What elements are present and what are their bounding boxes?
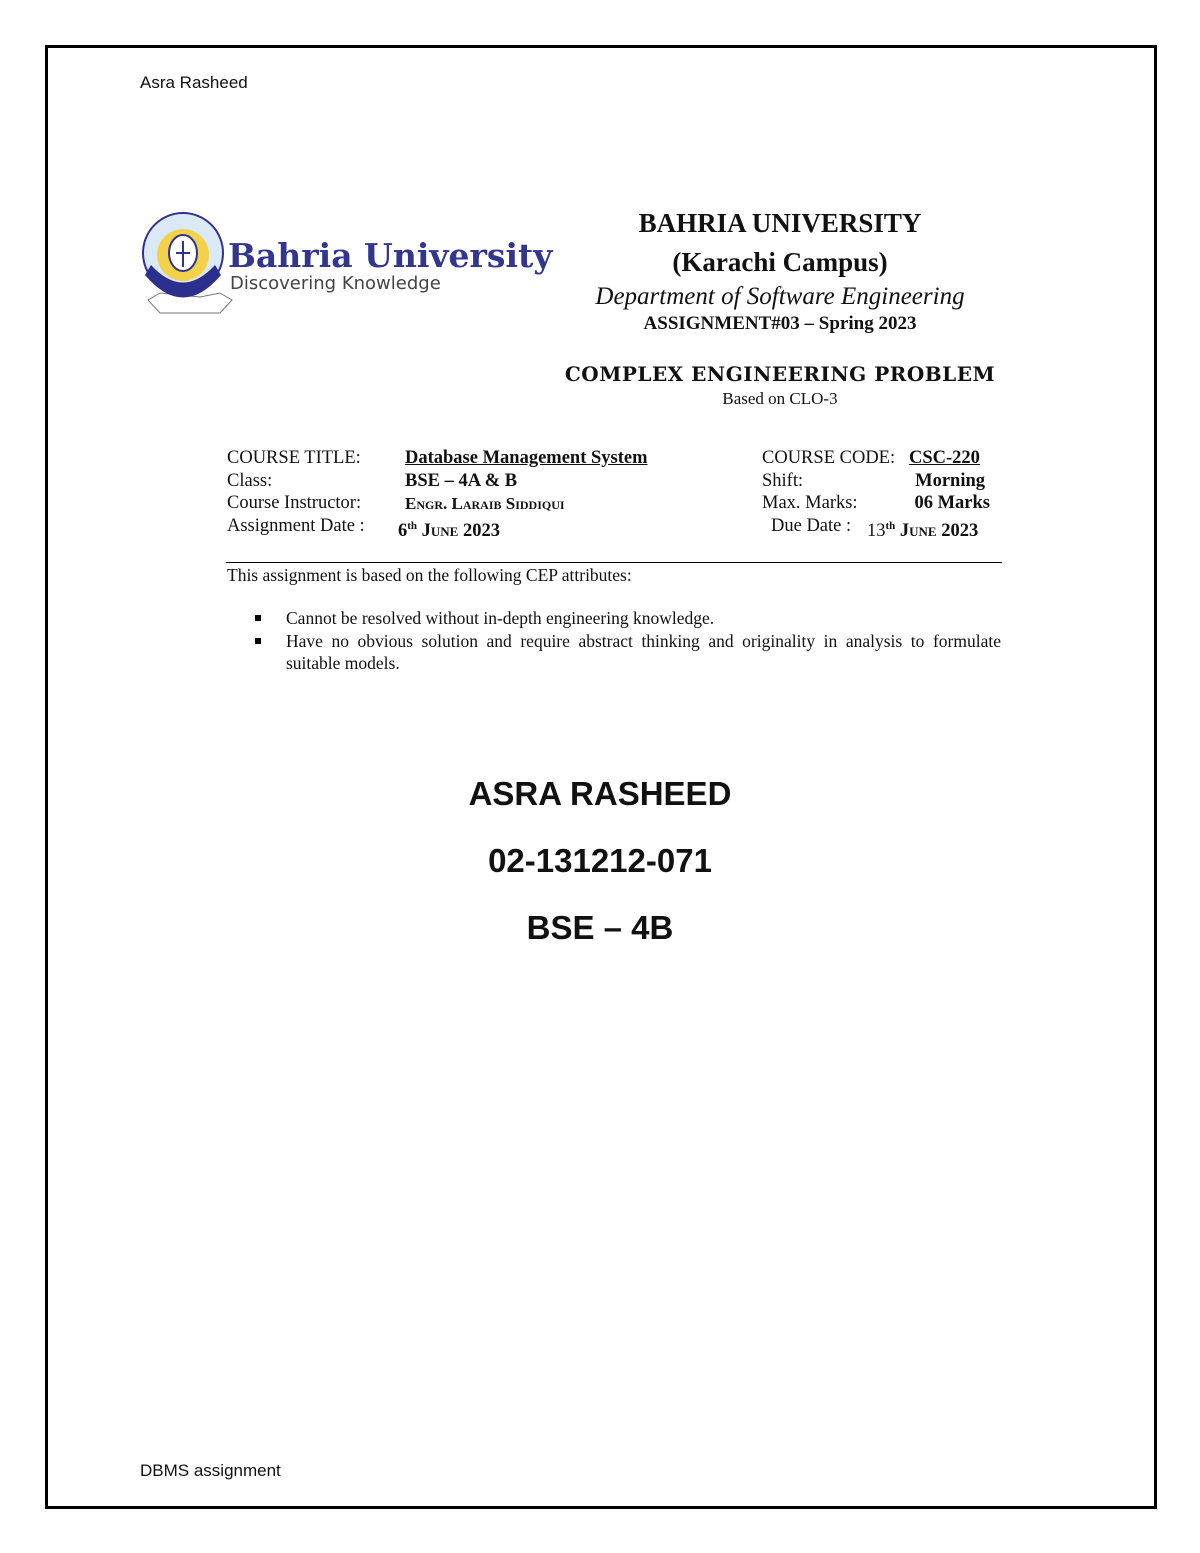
cep-attribute-list bbox=[255, 607, 1001, 675]
university-name: BAHRIA UNIVERSITY bbox=[638, 208, 922, 238]
divider bbox=[226, 562, 1002, 563]
svg-text:Bahria University: Bahria University bbox=[228, 236, 553, 275]
student-class: BSE – 4B bbox=[526, 909, 674, 946]
course-code-value: CSC-220 bbox=[909, 448, 980, 468]
campus-name: (Karachi Campus) bbox=[672, 247, 888, 277]
cep-attribute: Have no obvious solution and require abstract thinking and originality in analysis to formulate suitable models. bbox=[286, 630, 1001, 673]
university-logo bbox=[140, 205, 553, 325]
course-title-label: COURSE TITLE: bbox=[227, 448, 361, 468]
due-date-label: Due Date : bbox=[771, 516, 852, 536]
course-code-label: COURSE CODE: bbox=[762, 448, 896, 468]
due-date-value bbox=[867, 515, 978, 543]
list-item bbox=[255, 607, 1001, 630]
list-item bbox=[255, 630, 1001, 675]
bullet-icon bbox=[255, 638, 261, 644]
bullet-icon bbox=[255, 615, 261, 621]
page-header: Asra Rasheed bbox=[140, 73, 248, 92]
cep-intro: This assignment is based on the following CEP attributes: bbox=[227, 565, 632, 585]
shift-value: Morning bbox=[915, 471, 985, 491]
due-date-day: 13 bbox=[867, 521, 886, 542]
max-marks-label: Max. Marks: bbox=[762, 493, 858, 513]
class-value: BSE – 4A & B bbox=[405, 471, 518, 491]
assignment-date-day: 6 bbox=[398, 521, 408, 542]
due-date-suffix: th bbox=[885, 520, 896, 532]
shift-label: Shift: bbox=[762, 471, 804, 491]
department-name: Department of Software Engineering bbox=[595, 283, 965, 310]
instructor-value: Engr. Laraib Siddiqui bbox=[405, 494, 565, 513]
problem-type: COMPLEX ENGINEERING PROBLEM bbox=[564, 362, 996, 386]
cep-attribute: Cannot be resolved without in-depth engineering knowledge. bbox=[286, 608, 715, 628]
instructor-label: Course Instructor: bbox=[227, 493, 362, 513]
student-id: 02-131212-071 bbox=[488, 842, 712, 879]
assignment-title: ASSIGNMENT#03 – Spring 2023 bbox=[643, 313, 917, 334]
assignment-date-suffix: th bbox=[407, 520, 418, 532]
clo-reference: Based on CLO-3 bbox=[722, 389, 838, 408]
class-label: Class: bbox=[227, 471, 273, 491]
course-title-value: Database Management System bbox=[405, 448, 648, 468]
assignment-date-value bbox=[398, 515, 500, 543]
page-footer: DBMS assignment bbox=[140, 1461, 281, 1480]
due-date-rest: June 2023 bbox=[899, 521, 979, 542]
svg-text:Discovering Knowledge: Discovering Knowledge bbox=[230, 273, 441, 294]
assignment-date-rest: June 2023 bbox=[421, 521, 500, 542]
assignment-date-label: Assignment Date : bbox=[227, 516, 365, 536]
max-marks-value: 06 Marks bbox=[914, 493, 990, 513]
student-name: ASRA RASHEED bbox=[468, 775, 732, 812]
